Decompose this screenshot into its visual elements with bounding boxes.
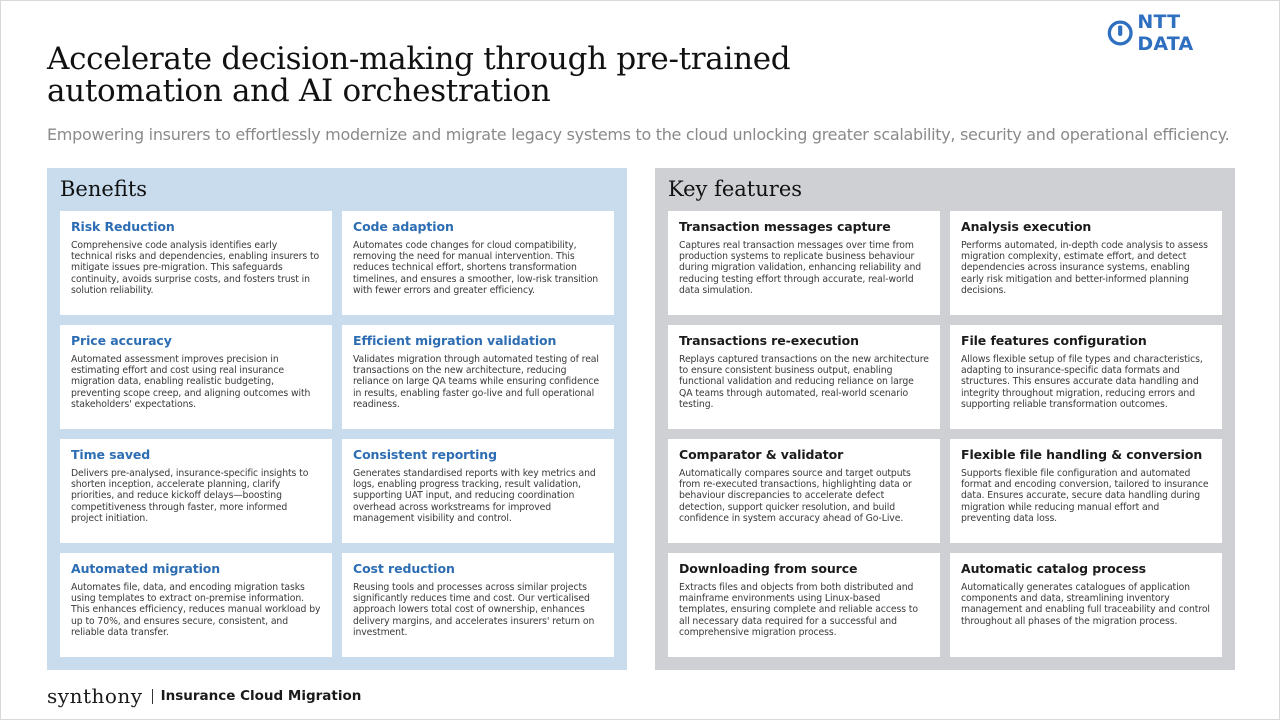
- card-title: Price accuracy: [71, 333, 172, 348]
- key-features-panel: [655, 168, 1235, 670]
- benefits-panel: [47, 168, 627, 670]
- benefit-card-automated-migration: [60, 553, 332, 657]
- card-title: Cost reduction: [353, 561, 455, 576]
- card-title: Transaction messages capture: [679, 219, 891, 234]
- card-title: Time saved: [71, 447, 151, 462]
- card-title: Flexible file handling & conversion: [961, 447, 1203, 462]
- feature-card-analysis-execution: [950, 211, 1222, 315]
- card-title: Automated migration: [71, 561, 221, 576]
- benefit-card-consistent-reporting: [342, 439, 614, 543]
- card-description: Automatically compares source and target outputs from re-executed transactions, highlighting data or behaviour discrepancies to accelerate defect detection, support quicker resolution, and build confidence in system accuracy ahead of Go-Live.: [679, 468, 912, 524]
- benefits-heading: Benefits: [60, 177, 148, 201]
- card-description: Automated assessment improves precision in estimating effort and cost using real insurance migration data, enabling realistic budgeting, preventing scope creep, and aligning outcomes with stakeholders' expectations.: [71, 354, 311, 410]
- card-title: Risk Reduction: [71, 219, 175, 234]
- benefit-card-time-saved: [60, 439, 332, 543]
- benefit-card-efficient-migration-validation: [342, 325, 614, 429]
- card-title: Analysis execution: [961, 219, 1092, 234]
- key-features-heading: Key features: [668, 177, 803, 201]
- logo-text: NTT DATA: [1137, 11, 1194, 55]
- product-name: Insurance Cloud Migration: [160, 688, 362, 704]
- card-description: Automates code changes for cloud compatibility, removing the need for manual intervention. This reduces technical effort, shortens transformation timelines, and ensures a smoother, low-risk transition with fewer errors and greater efficiency.: [353, 240, 599, 296]
- feature-card-transactions-re-execution: [668, 325, 940, 429]
- card-description: Performs automated, in-depth code analysis to assess migration complexity, estimate effort, and detect dependencies across insurance systems, enabling early risk mitigation and better-informed planning decisions.: [961, 240, 1208, 296]
- card-title: Consistent reporting: [353, 447, 497, 462]
- card-title: Efficient migration validation: [353, 333, 557, 348]
- card-title: Comparator & validator: [679, 447, 844, 462]
- card-description: Generates standardised reports with key metrics and logs, enabling progress tracking, result validation, supporting UAT input, and reducing coordination overhead across workstreams for improved management visibility and control.: [353, 468, 596, 524]
- card-description: Allows flexible setup of file types and characteristics, adapting to insurance-specific data formats and structures. This ensures accurate data handling and integrity throughout migration, reducing errors and supporting reliable transformation outcomes.: [961, 354, 1203, 410]
- card-description: Extracts files and objects from both distributed and mainframe environments using Linux-based templates, ensuring complete and reliable access to all necessary data required for a successful and comprehensive migration process.: [679, 582, 918, 638]
- feature-card-file-features-configuration: [950, 325, 1222, 429]
- card-title: Code adaption: [353, 219, 454, 234]
- card-title: File features configuration: [961, 333, 1147, 348]
- card-description: Replays captured transactions on the new architecture to ensure consistent business output, enabling functional validation and reducing reliance on large QA teams through automated, real-world scenario testing.: [679, 354, 929, 410]
- card-title: Transactions re-execution: [679, 333, 859, 348]
- card-description: Delivers pre-analysed, insurance-specific insights to shorten inception, accelerate planning, clarify priorities, and reduce kickoff delays—boosting competitiveness through faster, more informed project initiation.: [71, 468, 309, 524]
- page-subtitle: Empowering insurers to effortlessly modernize and migrate legacy systems to the cloud unlocking greater scalability, security and operational efficiency.: [47, 125, 1230, 144]
- card-description: Reusing tools and processes across similar projects significantly reduces time and cost. Our verticalised approach lowers total cost of ownership, enhances delivery margins, and accelerates insurers' return on investment.: [353, 582, 595, 638]
- card-description: Validates migration through automated testing of real transactions on the new architecture, reducing reliance on large QA teams while ensuring confidence in results, enabling faster go-live and full operational readiness.: [353, 354, 600, 410]
- card-title: Downloading from source: [679, 561, 858, 576]
- benefit-card-risk-reduction: [60, 211, 332, 315]
- footer: [47, 683, 361, 709]
- card-description: Comprehensive code analysis identifies early technical risks and dependencies, enabling insurers to mitigate issues pre-migration. This safeguards continuity, avoids surprise costs, and fosters trust in solution reliability.: [71, 240, 320, 296]
- syntphony-brand-logo: synthony: [47, 684, 143, 708]
- ntt-data-logo: [1107, 11, 1237, 55]
- card-description: Captures real transaction messages over time from production systems to replicate business behaviour during migration validation, enhancing reliability and reducing testing effort through accurate, real-world data simulation.: [679, 240, 922, 296]
- card-title: Automatic catalog process: [961, 561, 1147, 576]
- card-description: Automatically generates catalogues of application components and data, streamlining inventory management and enabling full traceability and control throughout all phases of the migration process.: [961, 582, 1210, 627]
- feature-card-flexible-file-handling: [950, 439, 1222, 543]
- benefit-card-cost-reduction: [342, 553, 614, 657]
- card-description: Supports flexible file configuration and automated format and encoding conversion, tailored to insurance data. Ensures accurate, secure data handling during migration while reducing manual effort and preventing data loss.: [961, 468, 1209, 524]
- feature-card-downloading-from-source: [668, 553, 940, 657]
- page-title: Accelerate decision-making through pre-trained automation and AI orchestration: [47, 41, 791, 109]
- benefit-card-code-adaption: [342, 211, 614, 315]
- feature-card-automatic-catalog-process: [950, 553, 1222, 657]
- feature-card-comparator-validator: [668, 439, 940, 543]
- ntt-data-logo-icon: [1107, 19, 1133, 47]
- benefit-card-price-accuracy: [60, 325, 332, 429]
- card-description: Automates file, data, and encoding migration tasks using templates to extract on-premise information. This enhances efficiency, reduces manual workload by up to 70%, and ensures secure, consistent, and reliable data transfer.: [71, 582, 321, 638]
- feature-card-transaction-messages-capture: [668, 211, 940, 315]
- footer-divider: [152, 689, 153, 704]
